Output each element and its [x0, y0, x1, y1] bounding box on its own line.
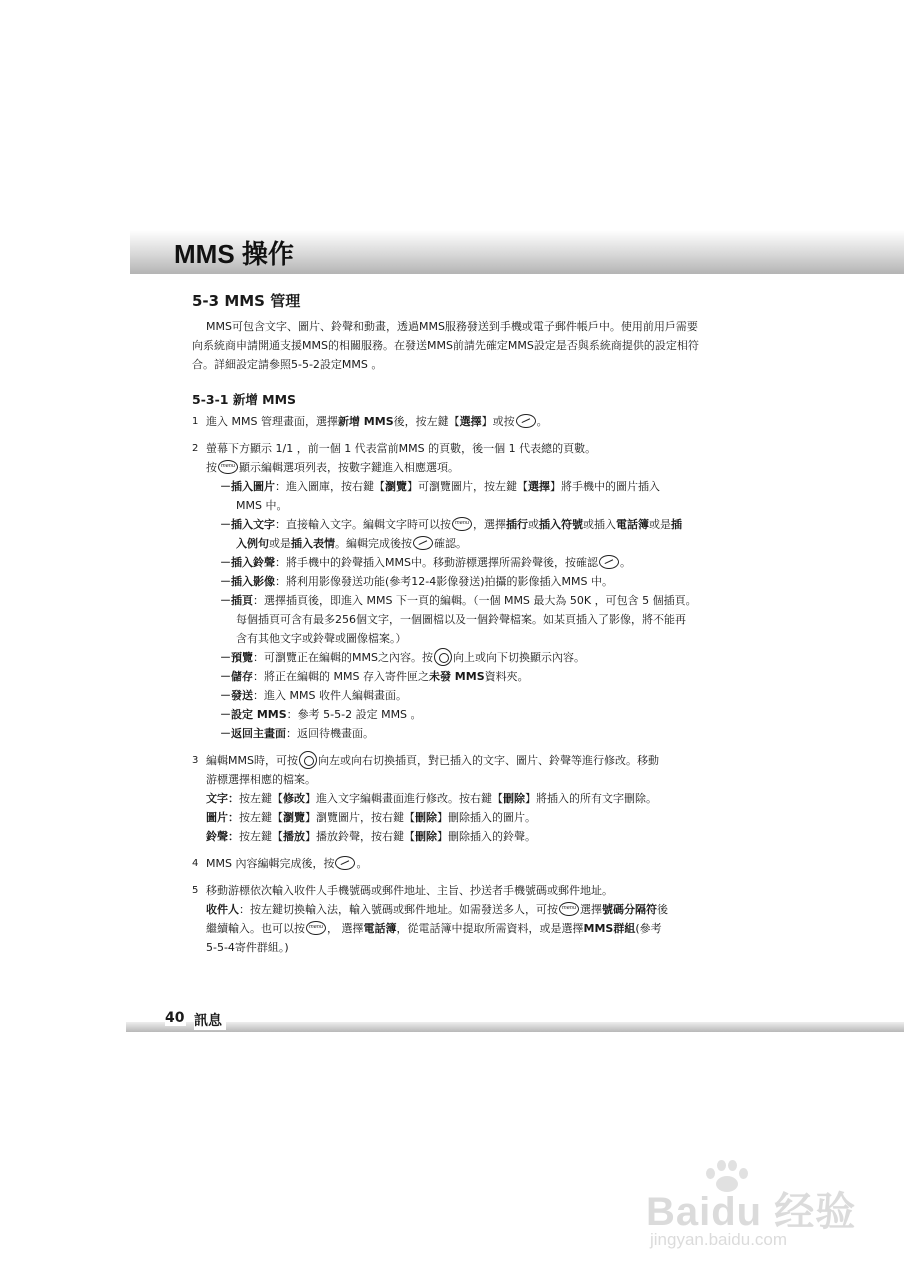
- option-dash: －: [220, 575, 231, 588]
- option-text: 。編輯完成後按: [335, 537, 412, 550]
- item-label: 圖片：: [206, 811, 239, 824]
- sub-option: 電話簿: [363, 922, 397, 935]
- option-dash: －: [220, 651, 231, 664]
- option-label: 設定 MMS: [231, 708, 287, 721]
- option-text: ：參考 5-5-2 設定 MMS 。: [286, 708, 422, 721]
- footer-band: [126, 1022, 904, 1032]
- option-text: 。: [619, 556, 631, 569]
- folder-name: 未發 MMS: [428, 670, 485, 683]
- option-dash: －: [220, 670, 231, 683]
- baidu-watermark: [640, 1160, 870, 1250]
- option-insert-video: [206, 572, 712, 591]
- step-3: [192, 751, 712, 846]
- step-text: 後，按左鍵【: [393, 415, 460, 428]
- softkey-name: 瀏覽: [283, 811, 305, 824]
- menu-item-name: 新增 MMS: [337, 415, 394, 428]
- sub-option: 電話簿: [616, 518, 649, 531]
- sub-option: 插: [671, 518, 682, 531]
- watermark-url: jingyan.baidu.com: [650, 1230, 788, 1249]
- step-text: 按左鍵【: [239, 792, 283, 805]
- option-text: ：返回待機畫面。: [286, 727, 374, 740]
- option-dash: －: [220, 556, 231, 569]
- recipient-line: [206, 900, 712, 919]
- section-title: 5-3 MMS 管理: [192, 292, 301, 310]
- option-insert-ringtone: [206, 553, 712, 572]
- step-number: 1: [192, 416, 199, 427]
- step-text: 】播放鈴聲，按右鍵【: [305, 830, 415, 843]
- step-text: 】刪除插入的鈴聲。: [437, 830, 536, 843]
- step-text: (參考: [635, 922, 662, 935]
- option-save: [206, 667, 712, 686]
- option-text: MMS 中。: [236, 499, 288, 512]
- option-insert-text: [206, 515, 712, 534]
- softkey-name: 刪除: [415, 830, 437, 843]
- footer-label: 訊息: [194, 1010, 226, 1030]
- step-text: ， 選擇: [327, 922, 364, 935]
- step-1: [192, 412, 712, 431]
- step-text: 選擇: [580, 903, 602, 916]
- edit-ring-line: [206, 827, 712, 846]
- step-text: 移動游標依次輸入收件人手機號碼或郵件地址、主旨、抄送者手機號碼或郵件地址。: [206, 884, 613, 897]
- step-text: 螢幕下方顯示 1/1 ，前一個 1 代表當前MMS 的頁數，後一個 1 代表總的頁數。: [206, 442, 597, 455]
- sub-option: 插行: [506, 518, 528, 531]
- watermark-logo: Baidu 经验: [646, 1190, 857, 1234]
- subsection-title: 5-3-1 新增 MMS: [192, 392, 297, 407]
- item-label: 鈴聲：: [206, 830, 239, 843]
- option-label: 預覽: [231, 651, 253, 664]
- step-text: 】進入文字編輯畫面進行修改。按右鍵【: [305, 792, 503, 805]
- step-text: 後: [657, 903, 668, 916]
- content-body: [192, 412, 712, 957]
- option-dash: －: [220, 480, 231, 493]
- step-text: 】刪除插入的圖片。: [437, 811, 536, 824]
- item-label: 文字：: [206, 792, 239, 805]
- option-insert-text-cont: [206, 534, 712, 553]
- step-number: 2: [192, 443, 199, 454]
- option-dash: －: [220, 727, 231, 740]
- step-text: 5-5-4寄件群組。): [206, 941, 289, 954]
- step-text: ，從電話簿中提取所需資料，或是選擇: [396, 922, 584, 935]
- option-text: ：將利用影像發送功能(參考12-4影像發送)拍攝的影像插入MMS 中。: [275, 575, 614, 588]
- option-dash: －: [220, 594, 231, 607]
- option-text: ，選擇: [473, 518, 506, 531]
- step-number: 5: [192, 885, 199, 896]
- option-text: ：選擇插頁後，即進入 MMS 下一頁的編輯。（一個 MMS 最大為 50K ，可包含 5 個插頁。: [253, 594, 697, 607]
- option-label: 儲存: [231, 670, 253, 683]
- option-back-main: [206, 724, 712, 743]
- call-key-icon: [413, 536, 433, 550]
- option-text: ：將正在編輯的 MMS 存入寄件匣之: [253, 670, 429, 683]
- recipient-line-cont: [206, 919, 712, 938]
- step-number: 4: [192, 858, 199, 869]
- step-number: 3: [192, 755, 199, 766]
- option-text: ：直接輸入文字。編輯文字時可以按: [275, 518, 451, 531]
- step-text: 游標選擇相應的檔案。: [206, 773, 316, 786]
- option-text: 或: [528, 518, 539, 531]
- option-settings: [206, 705, 712, 724]
- menu-key-icon: [559, 902, 579, 916]
- step-5: [192, 881, 712, 957]
- option-text: 或是: [649, 518, 671, 531]
- sub-option: 號碼分隔符: [602, 903, 657, 916]
- option-preview: [206, 648, 712, 667]
- menu-key-icon: [452, 517, 472, 531]
- option-text: 向上或向下切換顯示內容。: [452, 651, 585, 664]
- option-dash: －: [220, 518, 231, 531]
- step-text: 】瀏覽圖片，按右鍵【: [305, 811, 415, 824]
- sub-option: 插入表情: [291, 537, 335, 550]
- option-label: 插頁: [231, 594, 253, 607]
- step-2: [192, 439, 712, 743]
- edit-text-line: [206, 789, 712, 808]
- option-text: 含有其他文字或鈴聲或圖像檔案。）: [236, 632, 407, 645]
- softkey-name: 選擇: [528, 480, 550, 493]
- step-4: [192, 854, 712, 873]
- menu-key-icon: [306, 921, 326, 935]
- sub-option: 入例句: [236, 537, 269, 550]
- option-label: 返回主畫面: [231, 727, 286, 740]
- option-text: 或是: [269, 537, 291, 550]
- sub-option: 插入符號: [539, 518, 583, 531]
- option-dash: －: [220, 689, 231, 702]
- option-send: [206, 686, 712, 705]
- option-label: 插入鈴聲: [231, 556, 275, 569]
- step-text: 。: [536, 415, 548, 428]
- option-text: 】可瀏覽圖片，按左鍵【: [407, 480, 528, 493]
- step-text: 】或按: [481, 415, 515, 428]
- option-insert-page: [206, 591, 712, 610]
- menu-key-icon: [218, 460, 238, 474]
- option-label: 插入圖片: [231, 480, 275, 493]
- step-text: 。: [356, 857, 368, 870]
- option-text: 確認。: [434, 537, 467, 550]
- option-text: ：將手機中的鈴聲插入MMS中。移動游標選擇所需鈴聲後，按確認: [275, 556, 598, 569]
- call-key-icon: [516, 414, 536, 428]
- nav-key-icon: [299, 751, 317, 769]
- option-label: 插入文字: [231, 518, 275, 531]
- call-key-icon: [335, 856, 355, 870]
- option-text: ：可瀏覽正在編輯的MMS之內容。按: [253, 651, 433, 664]
- softkey-name: 瀏覽: [385, 480, 407, 493]
- softkey-name: 播放: [283, 830, 305, 843]
- option-text: 或插入: [583, 518, 616, 531]
- step-text: 向左或向右切換插頁，對已插入的文字、圖片、鈴聲等進行修改。移動: [317, 754, 659, 767]
- intro-paragraph: MMS可包含文字、圖片、鈴聲和動畫，透過MMS服務發送到手機或電子郵件帳戶中。使用前用戶需要向系統商申請開通支援MMS的相關服務。在發送MMS前請先確定MMS設定是否與系統商提供的設定相符合。詳細設定請參照5-5-2設定MMS 。: [192, 320, 699, 371]
- option-label: 插入影像: [231, 575, 275, 588]
- nav-key-icon: [434, 648, 452, 666]
- sub-option: MMS群組: [583, 922, 636, 935]
- step-text: 按左鍵【: [239, 811, 283, 824]
- option-insert-image: [206, 477, 712, 496]
- softkey-name: 選擇: [459, 415, 482, 428]
- page-number: 40: [165, 1010, 185, 1026]
- call-key-icon: [599, 555, 619, 569]
- step-text: MMS 內容編輯完成後，按: [206, 857, 335, 870]
- option-text: 每個插頁可含有最多256個文字，一個圖檔以及一個鈴聲檔案。如某頁插入了影像，將不能再: [236, 613, 686, 626]
- option-text: ：進入圖庫，按右鍵【: [275, 480, 385, 493]
- softkey-name: 刪除: [503, 792, 525, 805]
- softkey-name: 修改: [283, 792, 305, 805]
- option-text: ：進入 MMS 收件人編輯畫面。: [253, 689, 407, 702]
- option-dash: －: [220, 708, 231, 721]
- step-text: 顯示編輯選項列表，按數字鍵進入相應選項。: [239, 461, 459, 474]
- softkey-name: 刪除: [415, 811, 437, 824]
- edit-image-line: [206, 808, 712, 827]
- step-text: 】將插入的所有文字刪除。: [525, 792, 657, 805]
- step-text: ：按左鍵切換輸入法，輸入號碼或郵件地址。如需發送多人，可按: [239, 903, 558, 916]
- step-text: 繼續輸入。也可以按: [206, 922, 305, 935]
- option-text: 】將手機中的圖片插入: [550, 480, 660, 493]
- step-text: 編輯MMS時，可按: [206, 754, 298, 767]
- item-label: 收件人: [206, 903, 239, 916]
- step-text: 按左鍵【: [239, 830, 283, 843]
- step-text: 按: [206, 461, 217, 474]
- option-text: 資料夾。: [484, 670, 529, 683]
- option-label: 發送: [231, 689, 253, 702]
- chapter-title: MMS 操作: [174, 239, 294, 269]
- step-text: 進入 MMS 管理畫面，選擇: [206, 415, 338, 428]
